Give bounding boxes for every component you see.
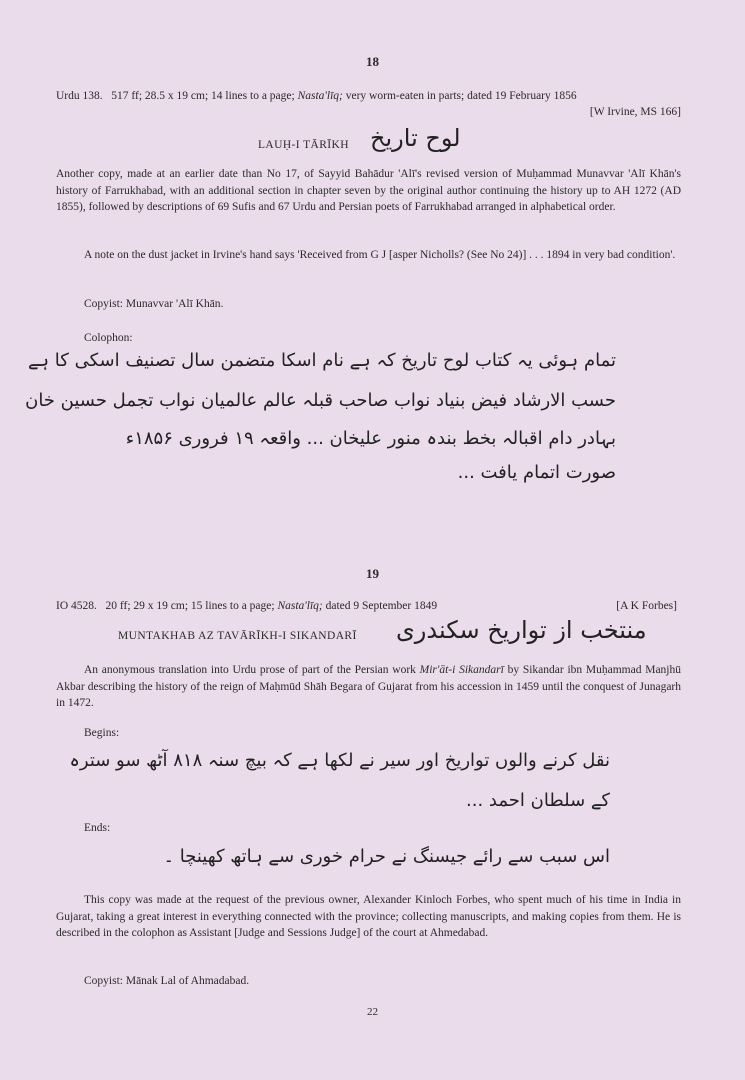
entry-19-script: Nasta'līq; <box>277 600 323 612</box>
entry-19-ends-label: Ends: <box>84 822 111 834</box>
entry-19-description-part: An anonymous translation into Urdu prose of part of the Persian work <box>84 664 420 676</box>
entry-19-description-part: by Sikandar ibn Muḥammad Manjhū Akbar describing the history of the reign of Maḥmūd Shāh Begara of Gujarat from his accession in 1459 until the conquest of Junagarh in 1472. <box>56 664 681 709</box>
entry-19-meta-rest: dated 9 September 1849 <box>322 600 438 612</box>
entry-18-note: A note on the dust jacket in Irvine's hand says 'Received from G J [asper Nicholls? (See No 24)] . . . 1894 in very bad condition'. <box>84 249 676 261</box>
entry-18-title-latin: LAUḤ-I TĀRĪKH <box>258 139 349 151</box>
entry-18-meta-rest: very worm-eaten in parts; dated 19 February 1856 <box>342 90 577 102</box>
entry-18-number: 18 <box>366 54 379 69</box>
begins-line: نقل کرنے والوں تواریخ اور سیر نے لکھا ہے کہ بیچ سنہ ۸۱۸ آٹھ سو سترہ <box>69 750 610 771</box>
entry-19-meta-plain: 20 ff; 29 x 19 cm; 15 lines to a page; <box>105 600 278 612</box>
ends-line: اس سبب سے رائے جیسنگ نے حرام خوری سے ہاتھ کھینچا ۔ <box>163 846 610 867</box>
colophon-line: بہادر دام اقبالہ بخط بندہ منور علیخان ... واقعہ ۱۹ فروری ۱۸۵۶ء <box>125 428 616 449</box>
entry-19-note: This copy was made at the request of the previous owner, Alexander Kinloch Forbes, who spent much of his time in India in Gujarat, taking a great interest in everything connected with the province; collecting manuscripts, and making copies from them. He is described in the colophon as Assistant [Judge and Sessions Judge] of the court at Ahmedabad. <box>56 894 681 939</box>
colophon-line: حسب الارشاد فیض بنیاد نواب صاحب قبلہ عالم عالمیان نواب تجمل حسین خان <box>25 390 616 411</box>
colophon-line: صورت اتمام یافت ... <box>457 462 616 483</box>
begins-line: کے سلطان احمد ... <box>466 790 610 811</box>
entry-19-ref: IO 4528. <box>56 600 97 612</box>
entry-18-colophon-label: Colophon: <box>84 332 133 344</box>
entry-19-source: [A K Forbes] <box>616 600 677 612</box>
entry-18-meta <box>56 88 686 105</box>
entry-18-ref: Urdu 138. <box>56 90 103 102</box>
entry-19-begins-label: Begins: <box>84 727 120 739</box>
entry-19-meta <box>56 598 536 615</box>
entry-18-source: [W Irvine, MS 166] <box>589 106 681 118</box>
entry-19-description <box>56 662 681 712</box>
entry-19-title-urdu: منتخب از تواریخ سکندری <box>396 616 647 644</box>
entry-18-description: Another copy, made at an earlier date than No 17, of Sayyid Bahādur 'Alī's revised version of Muḥammad Munavvar 'Alī Khān's history of Farrukhabad, with an additional section in chapter seven by the original author continuing the history up to AH 1272 (AD 1855), followed by descriptions of 69 Sufis and 67 Urdu and Persian poets of Farrukhabad arranged in alphabetical order. <box>56 168 681 213</box>
entry-19-number: 19 <box>366 566 379 581</box>
colophon-line: تمام ہوئی یہ کتاب لوح تاریخ کہ ہے نام اسکا متضمن سال تصنیف اسکی کا ہے <box>27 350 616 371</box>
entry-18-copyist: Copyist: Munavvar 'Alī Khān. <box>84 298 224 310</box>
entry-19-copyist: Copyist: Mānak Lal of Ahmadabad. <box>84 975 250 987</box>
entry-19-title-latin: MUNTAKHAB AZ TAVĀRĪKH-I SIKANDARĪ <box>118 630 357 642</box>
page-number: 22 <box>367 1006 378 1018</box>
entry-18-script: Nasta'līq; <box>297 90 343 102</box>
entry-19-work-title: Mir'āt-i Sikandarī <box>419 664 504 676</box>
entry-18-meta-plain: 517 ff; 28.5 x 19 cm; 14 lines to a page; <box>111 90 298 102</box>
entry-18-title-urdu: لوح تاریخ <box>370 124 461 152</box>
